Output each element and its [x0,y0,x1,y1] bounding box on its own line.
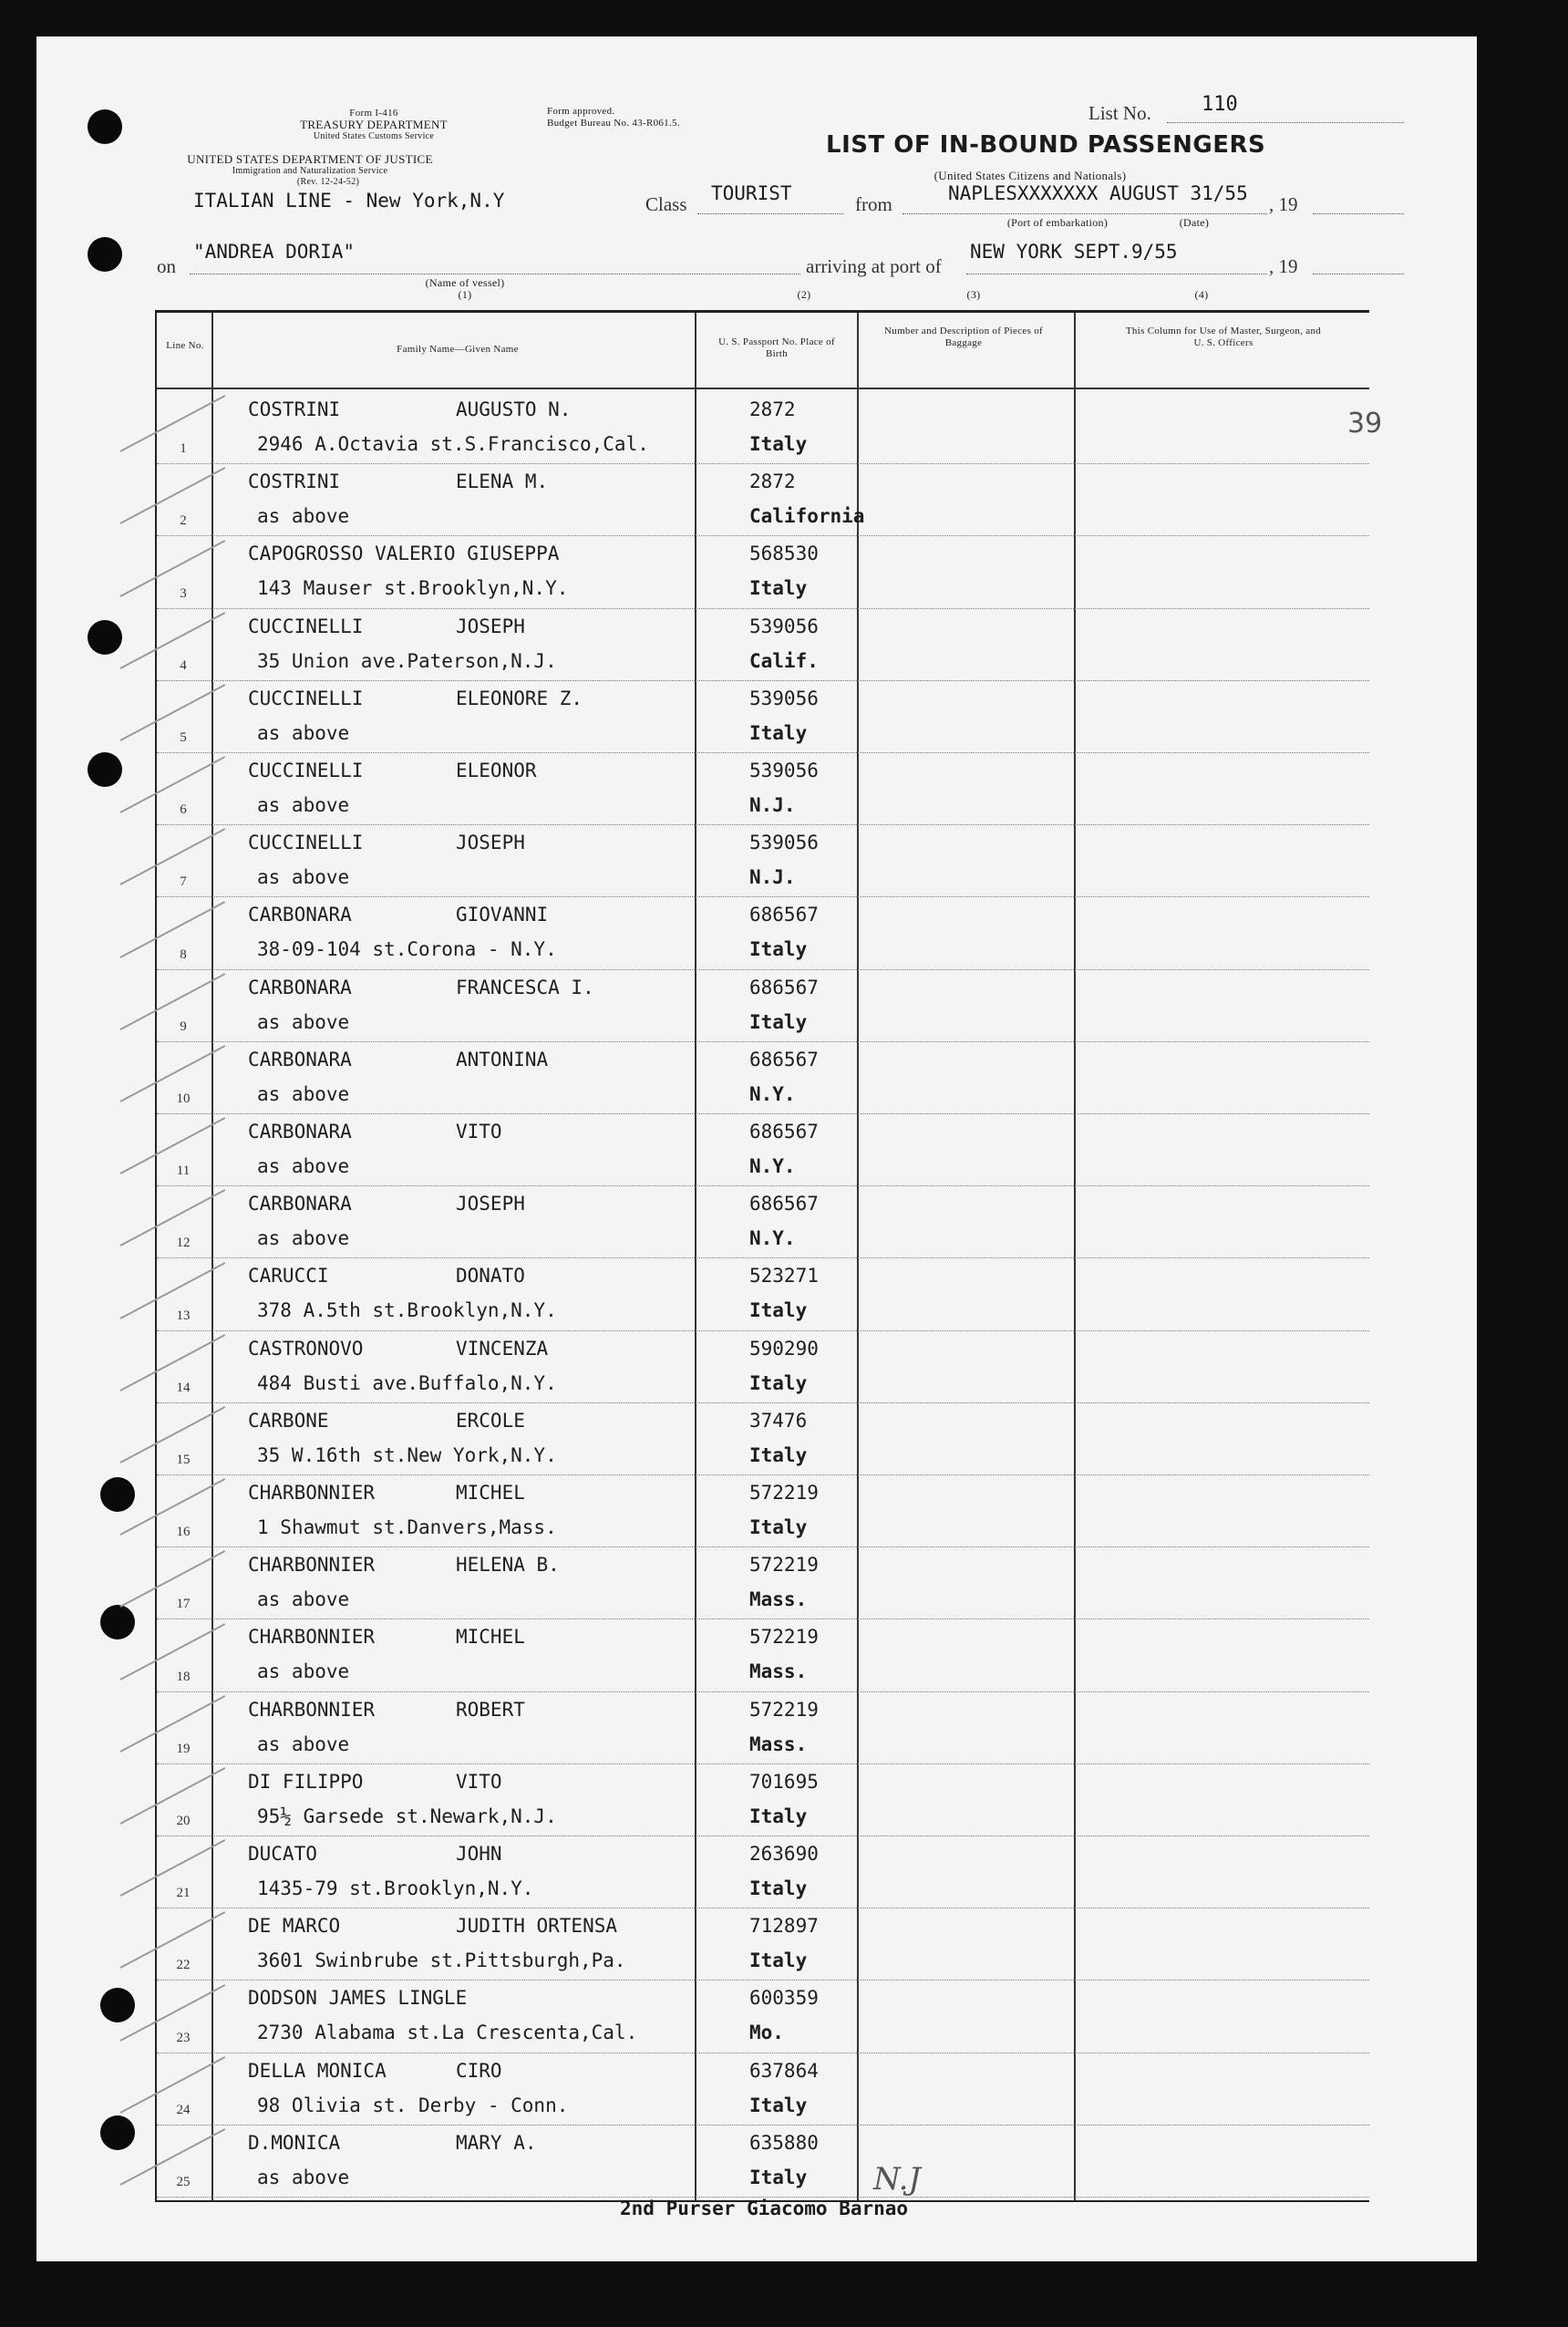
table-row [157,1908,1369,1981]
family-name: CHARBONNIER [248,1482,376,1504]
punch-hole [88,620,122,655]
passport-number: 37476 [749,1409,808,1432]
given-name: ROBERT [456,1698,525,1721]
place-of-birth: Italy [749,1877,808,1899]
passport-number: 2872 [749,398,796,420]
table-row [157,608,1369,681]
from-value: NAPLESXXXXXXX AUGUST 31/55 [948,182,1248,204]
manifest-subtitle: (United States Citizens and Nationals) [934,169,1127,182]
given-name: ANTONINA [456,1048,549,1070]
family-name: DELLA MONICA [248,2059,387,2082]
address: 3601 Swinbrube st.Pittsburgh,Pa. [257,1950,626,1972]
list-no-label: List No. [1088,102,1151,124]
line-number: 25 [176,2174,191,2189]
punch-hole [88,237,122,272]
passport-number: 635880 [749,2131,819,2154]
punch-hole [88,109,122,144]
manifest-page [36,36,1477,2261]
place-of-birth: Italy [749,1443,808,1466]
family-name: COSTRINI [248,398,341,420]
family-name: CHARBONNIER [248,1698,376,1721]
punch-hole [100,2115,135,2150]
address: 35 Union ave.Paterson,N.J. [257,649,557,672]
address: 95½ Garsede st.Newark,N.J. [257,1805,557,1827]
table-row [157,1041,1369,1114]
line-number: 4 [180,657,187,673]
table-row [157,1474,1369,1547]
address: as above [257,794,350,816]
punch-hole [100,1477,135,1512]
table-row [157,1691,1369,1764]
passport-number: 539056 [749,687,819,709]
table-row [157,1836,1369,1908]
punch-hole [100,1988,135,2022]
passport-number: 686567 [749,1193,819,1215]
place-of-birth: Italy [749,938,808,961]
address: 143 Mauser st.Brooklyn,N.Y. [257,577,569,600]
address: as above [257,1732,350,1755]
given-name: ELEONOR [456,760,537,781]
table-row [157,1546,1369,1619]
line-number: 17 [176,1597,191,1612]
given-name: FRANCESCA I. [456,976,594,998]
address: as above [257,505,350,528]
given-name: JOSEPH [456,1193,525,1215]
given-name: JOSEPH [456,832,525,854]
passport-number: 539056 [749,615,819,637]
punch-hole [88,752,122,787]
line-number: 23 [176,2030,191,2045]
passport-number: 568530 [749,543,819,565]
line-number: 24 [176,2102,191,2117]
line-number: 11 [176,1164,191,1179]
purser-signature: 2nd Purser Giacomo Barnao [620,2198,909,2219]
arriving-label: arriving at port of [806,255,942,277]
line-number: 16 [176,1525,191,1540]
given-name: ELENA M. [456,471,549,493]
family-name: CASTRONOVO [248,1337,364,1360]
family-name: CUCCINELLI [248,760,364,781]
family-name: CARBONARA [248,1193,352,1215]
address: 378 A.5th st.Brooklyn,N.Y. [257,1299,557,1322]
class-line [697,213,843,214]
col4-num: (4) [1194,288,1209,301]
place-of-birth: Italy [749,721,808,744]
line-number: 7 [180,874,187,890]
immigration-service: Immigration and Naturalization Service [232,166,388,176]
table-row [157,1402,1369,1475]
table-row [157,463,1369,536]
family-name: CUCCINELLI [248,687,364,709]
passport-number: 686567 [749,904,819,926]
place-of-birth: N.Y. [749,1155,796,1177]
passport-number: 600359 [749,1987,819,2010]
place-of-birth: California [749,505,865,528]
passenger-table [155,310,1383,2202]
table-row [157,1330,1369,1403]
vessel-caption: (Name of vessel) [425,276,505,289]
class-label: Class [645,193,687,215]
list-no-line [1167,122,1404,123]
shipping-line: ITALIAN LINE - New York,N.Y [193,190,505,212]
family-name: DI FILIPPO [248,1770,364,1793]
address: as above [257,1082,350,1105]
given-name: ELEONORE Z. [456,687,583,709]
family-name: COSTRINI [248,471,341,493]
vessel-name: "ANDREA DORIA" [193,241,356,263]
on-label: on [157,255,176,277]
table-row [157,896,1369,969]
passport-number: 712897 [749,1915,819,1938]
line-number: 9 [180,1019,187,1034]
given-name: CIRO [456,2059,502,2082]
passport-number: 539056 [749,760,819,781]
justice-dept: UNITED STATES DEPARTMENT OF JUSTICE [187,152,433,166]
family-name: CAPOGROSSO VALERIO GIUSEPPA [248,543,560,565]
table-row [157,1113,1369,1186]
given-name: JUDITH ORTENSA [456,1915,618,1938]
family-name: CHARBONNIER [248,1626,376,1649]
from-label: from [855,193,892,215]
passport-number: 2872 [749,471,796,493]
address: 1 Shawmut st.Danvers,Mass. [257,1516,557,1538]
place-of-birth: Italy [749,2166,808,2188]
punch-hole [100,1605,135,1639]
given-name: VITO [456,1770,502,1793]
form-approved: Form approved. [547,106,615,117]
family-name: CARBONARA [248,1048,352,1070]
line-number: 13 [176,1308,191,1323]
list-no-value: 110 [1202,93,1238,116]
place-of-birth: N.Y. [749,1227,796,1250]
passport-number: 701695 [749,1770,819,1793]
place-of-birth: Italy [749,1371,808,1394]
table-row [157,1980,1369,2053]
col2-num: (2) [797,288,811,301]
line-number: 14 [176,1380,191,1395]
place-of-birth: Italy [749,433,808,455]
given-name: DONATO [456,1265,525,1288]
given-name: MARY A. [456,2131,537,2154]
given-name: VITO [456,1121,502,1143]
family-name: DE MARCO [248,1915,341,1938]
family-name: CARBONARA [248,976,352,998]
family-name: CUCCINELLI [248,832,364,854]
table-row [157,1619,1369,1691]
family-name: CARBONARA [248,904,352,926]
table-row [157,824,1369,897]
place-of-birth: Italy [749,1010,808,1033]
table-row [157,535,1369,608]
passport-number: 686567 [749,1048,819,1070]
officer-note: N.J [873,2160,922,2198]
family-name: CUCCINELLI [248,615,364,637]
from-line [903,213,1267,214]
given-name: AUGUSTO N. [456,398,572,420]
family-name: DODSON JAMES LINGLE [248,1987,468,2010]
manifest-title: LIST OF IN-BOUND PASSENGERS [826,131,1266,159]
budget-bureau: Budget Bureau No. 43-R061.5. [547,118,680,129]
given-name: JOHN [456,1843,502,1865]
year-1: , 19 [1269,193,1298,215]
vessel-col-num: (1) [458,288,472,301]
family-name: CARBONARA [248,1121,352,1143]
address: 98 Olivia st. Derby - Conn. [257,2094,569,2116]
header-name: Family Name—Given Name [397,344,519,355]
address: as above [257,1588,350,1611]
year-1-line [1313,213,1404,214]
address: 2946 A.Octavia st.S.Francisco,Cal. [257,433,649,455]
given-name: HELENA B. [456,1554,560,1577]
date-caption: (Date) [1179,216,1210,229]
address: 35 W.16th st.New York,N.Y. [257,1443,557,1466]
passport-number: 590290 [749,1337,819,1360]
place-of-birth: Italy [749,1516,808,1538]
given-name: VINCENZA [456,1337,549,1360]
place-of-birth: Italy [749,1950,808,1972]
line-number: 19 [176,1741,191,1756]
table-row [157,1185,1369,1258]
passport-number: 637864 [749,2059,819,2082]
place-of-birth: Italy [749,1299,808,1322]
passport-number: 572219 [749,1698,819,1721]
given-name: ERCOLE [456,1409,525,1432]
line-number: 3 [180,585,187,601]
table-row [157,2053,1369,2125]
line-number: 20 [176,1813,191,1828]
given-name: MICHEL [456,1626,525,1649]
year-2: , 19 [1269,255,1298,277]
place-of-birth: N.Y. [749,1082,796,1105]
place-of-birth: N.J. [749,794,796,816]
line-number: 10 [176,1091,191,1106]
header-passport: U. S. Passport No. Place of Birth [718,336,835,360]
address: as above [257,721,350,744]
address: 484 Busti ave.Buffalo,N.Y. [257,1371,557,1394]
address: as above [257,1227,350,1250]
place-of-birth: Italy [749,577,808,600]
place-of-birth: Italy [749,1805,808,1827]
col3-num: (3) [966,288,981,301]
table-row [157,969,1369,1042]
header-line-no: Line No. [166,340,204,351]
place-of-birth: Italy [749,2094,808,2116]
table-row [157,680,1369,753]
address: as above [257,2166,350,2188]
address: as above [257,1155,350,1177]
customs-service: United States Customs Service [313,131,435,141]
line-number: 15 [176,1452,191,1467]
passport-number: 686567 [749,1121,819,1143]
given-name: GIOVANNI [456,904,549,926]
family-name: CHARBONNIER [248,1554,376,1577]
table-row [157,391,1383,464]
line-number: 22 [176,1958,191,1973]
address: 2730 Alabama st.La Crescenta,Cal. [257,2022,638,2044]
line-number: 12 [176,1236,191,1251]
family-name: CARUCCI [248,1265,329,1288]
place-of-birth: Calif. [749,649,819,672]
family-name: CARBONE [248,1409,329,1432]
line-number: 18 [176,1669,191,1684]
line-number: 1 [180,441,187,457]
arrival-value: NEW YORK SEPT.9/55 [970,241,1178,263]
treasury-dept: TREASURY DEPARTMENT [300,118,448,131]
place-of-birth: Mass. [749,1588,808,1611]
line-number: 21 [176,1886,191,1901]
table-row [157,2125,1369,2198]
address: as above [257,1010,350,1033]
form-number: Form I-416 [349,108,398,119]
line-number: 6 [180,802,187,818]
revision-date: (Rev. 12-24-52) [296,177,360,187]
passport-number: 572219 [749,1482,819,1504]
header-rule [157,388,1369,389]
passport-number: 539056 [749,832,819,854]
passport-number: 523271 [749,1265,819,1288]
passport-number: 263690 [749,1843,819,1865]
table-row [157,1257,1369,1330]
line-number: 5 [180,729,187,745]
table-row [157,1763,1369,1836]
address: as above [257,866,350,889]
passport-number: 572219 [749,1626,819,1649]
address: as above [257,1660,350,1683]
line-number: 2 [180,513,187,529]
address: 1435-79 st.Brooklyn,N.Y. [257,1877,534,1899]
port-embark-caption: (Port of embarkation) [1006,216,1109,229]
passport-number: 572219 [749,1554,819,1577]
line-number: 8 [180,946,187,962]
family-name: DUCATO [248,1843,317,1865]
place-of-birth: Mass. [749,1660,808,1683]
header-baggage: Number and Description of Pieces of Baggage [884,326,1043,349]
header-officers: This Column for Use of Master, Surgeon, and U. S. Officers [1125,326,1322,349]
officer-note: 39 [1347,408,1383,440]
class-value: TOURIST [711,182,792,204]
table-row [157,752,1369,825]
family-name: D.MONICA [248,2131,341,2154]
place-of-birth: Mo. [749,2022,784,2044]
place-of-birth: Mass. [749,1732,808,1755]
given-name: MICHEL [456,1482,525,1504]
passport-number: 686567 [749,976,819,998]
place-of-birth: N.J. [749,866,796,889]
address: 38-09-104 st.Corona - N.Y. [257,938,557,961]
given-name: JOSEPH [456,615,525,637]
